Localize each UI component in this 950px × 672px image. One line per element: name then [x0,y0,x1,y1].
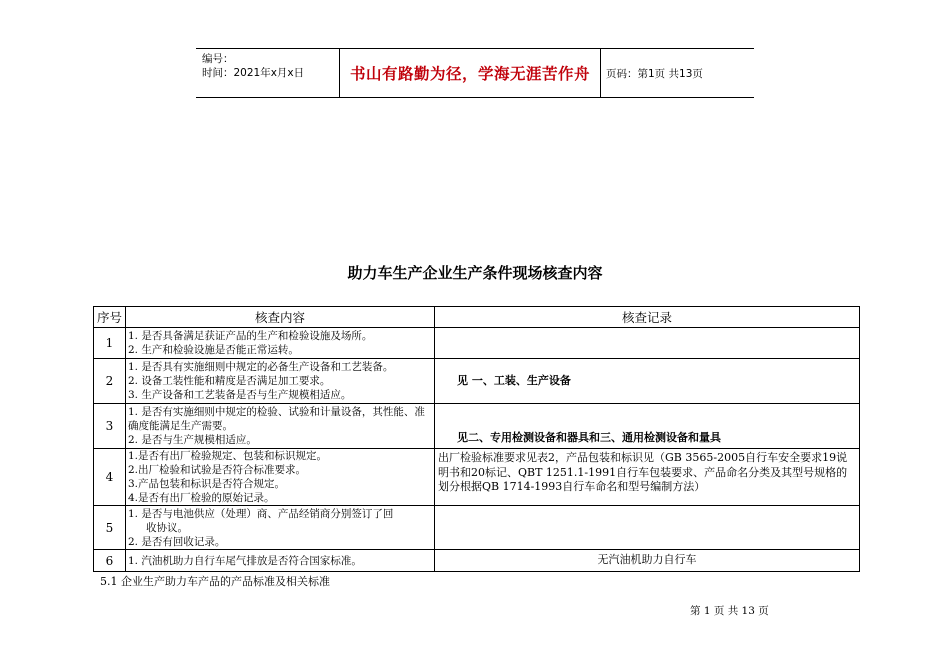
table-row [94,506,860,550]
row-content [126,550,435,572]
row-content [126,506,435,550]
content-item: 1. 是否具有实施细则中规定的必备生产设备和工艺装备。 [128,361,394,373]
row-number: 4 [94,449,126,506]
row-content [126,449,435,506]
content-item: 收协议。 [146,521,188,534]
table-row [94,449,860,506]
content-item: 2. 是否有回收记录。 [128,535,226,548]
time-label: 时间：2021年x月x日 [202,67,305,79]
row-record: 出厂检验标准要求见表2，产品包装和标识见（GB 3565-2005自行车安全要求19说明书和20标记、QBT 1251.1-1991自行车包装要求、产品命名分类及其型号规格的划分根据QB 1714-1993自行车命名和型号编制方法） [435,449,860,506]
content-item: 2. 生产和检验设施是否能正常运转。 [128,344,299,356]
header-meta [196,49,340,97]
content-item: 4.是否有出厂检验的原始记录。 [128,492,275,504]
row-record [435,506,860,550]
content-item: 2. 设备工装性能和精度是否满足加工要求。 [128,375,331,387]
number-label: 编号： [202,53,234,65]
content-item: 1. 汽油机助力自行车尾气排放是否符合国家标准。 [128,554,362,567]
content-item: 1. 是否有实施细则中规定的检验、试验和计量设备，其性能、准确度能满足生产需要。 [128,406,425,432]
table-header-row [94,307,860,328]
row-content [126,404,435,449]
header-motto: 书山有路勤为径，学海无涯苦作舟 [340,49,601,97]
row-number: 2 [94,359,126,404]
page-footer: 第 1 页 共 13 页 [690,605,769,617]
row-number: 6 [94,550,126,572]
document-header [196,48,754,98]
row-record: 见 一、工装、生产设备 [435,359,860,404]
row-number: 3 [94,404,126,449]
table-row [94,550,860,572]
standards-note: 5.1 企业生产助力车产品的产品标准及相关标准 [100,575,330,588]
header-page-label: 页码：第1页 共13页 [606,67,703,80]
document-title: 助力车生产企业生产条件现场核查内容 [347,264,603,282]
header-no: 序号 [94,307,126,328]
content-item: 1. 是否具备满足获证产品的生产和检验设施及场所。 [128,330,373,342]
row-record: 无汽油机助力自行车 [435,550,860,572]
table-row [94,404,860,449]
header-record: 核查记录 [435,307,860,328]
inspection-table [93,306,860,572]
row-record [435,328,860,359]
content-item: 3.产品包装和标识是否符合规定。 [128,478,286,490]
content-item: 3. 生产设备和工艺装备是否与生产规模相适应。 [128,389,352,401]
table-row [94,328,860,359]
row-content [126,328,435,359]
content-item: 2.出厂检验和试验是否符合标准要求。 [128,464,307,476]
content-item: 1.是否有出厂检验规定、包装和标识规定。 [128,450,328,462]
content-item: 1. 是否与电池供应（处理）商、产品经销商分别签订了回 [128,507,394,520]
content-item: 2. 是否与生产规模相适应。 [128,434,257,446]
row-content [126,359,435,404]
row-record: 见二、专用检测设备和器具和三、通用检测设备和量具 [435,404,860,449]
table-row [94,359,860,404]
row-number: 5 [94,506,126,550]
row-number: 1 [94,328,126,359]
header-content: 核查内容 [126,307,435,328]
